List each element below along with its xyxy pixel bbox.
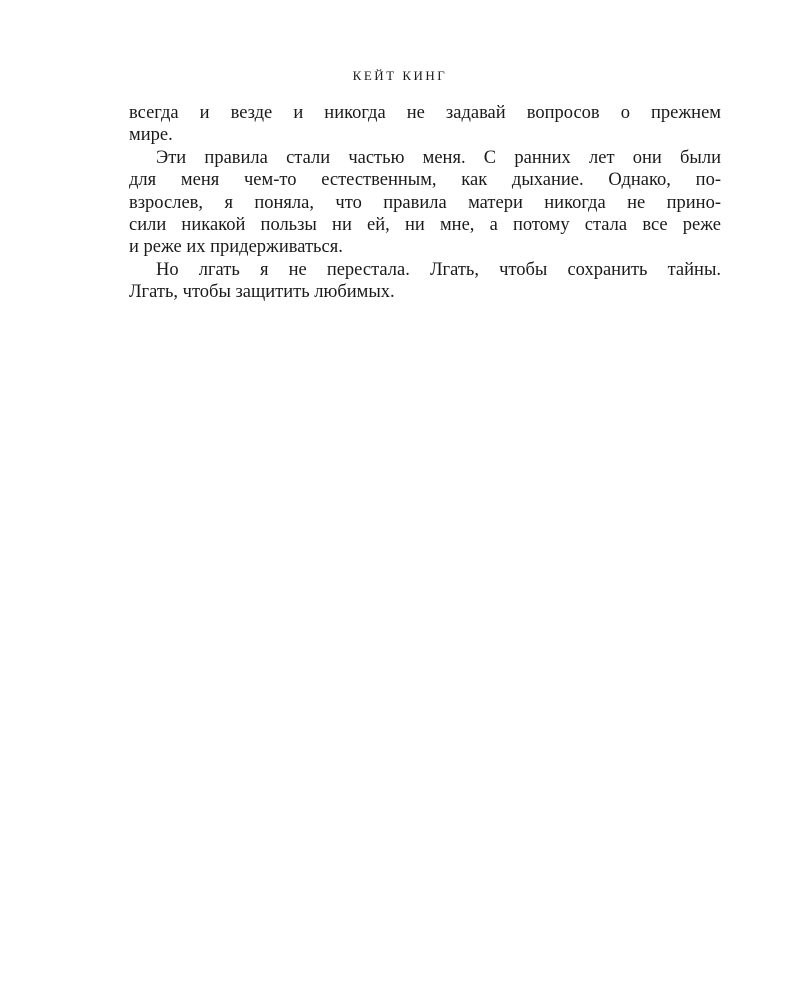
text-line: для меня чем-то естественным, как дыхание. Однако, по- bbox=[129, 170, 721, 191]
text-line: и реже их придерживаться. bbox=[129, 237, 343, 258]
text-line: мире. bbox=[129, 125, 173, 146]
paragraph-first-line: Эти правила стали частью меня. С ранних лет они были bbox=[156, 147, 721, 168]
body-text bbox=[129, 102, 721, 304]
paragraph-first-line: Но лгать я не перестала. Лгать, чтобы сохранить тайны. bbox=[156, 259, 721, 280]
text-line: взрослев, я поняла, что правила матери никогда не прино- bbox=[129, 192, 721, 213]
text-line: сили никакой пользы ни ей, ни мне, а потому стала все реже bbox=[129, 214, 721, 235]
running-header: КЕЙТ КИНГ bbox=[352, 68, 448, 83]
text-line: всегда и везде и никогда не задавай вопросов о прежнем bbox=[129, 103, 721, 123]
text-line: Лгать, чтобы защитить любимых. bbox=[129, 282, 395, 303]
